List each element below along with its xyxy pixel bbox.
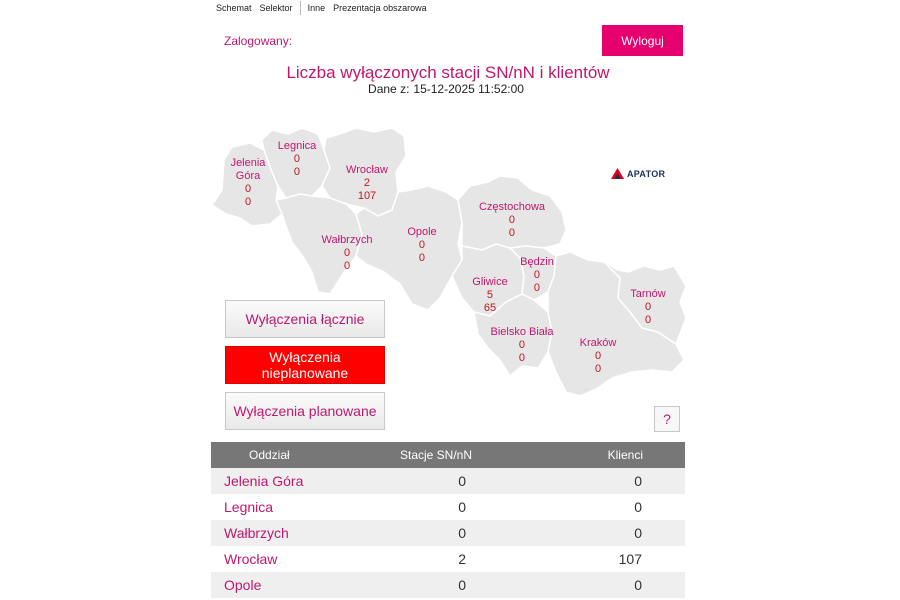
region-name: Wałbrzych [321,234,373,246]
region-stations: 0 [644,301,652,313]
cell-clients: 0 [634,473,642,489]
table-row[interactable] [211,494,685,520]
table-header [211,442,685,468]
menu-selektor[interactable]: Selektor [259,3,293,13]
cell-branch: Jelenia Góra [224,473,304,489]
page-title: Liczba wyłączonych stacji SN/nN i klientów [286,63,610,82]
region-clients: 0 [518,352,526,364]
data-timestamp-label: Dane z: [368,82,410,96]
apator-logo [611,168,665,179]
cell-stations: 0 [458,577,466,593]
region-name: Gliwice [472,276,508,288]
region-name: Wrocław [346,164,388,176]
column-header-oddzial: Oddział [249,448,290,462]
region-clients: 0 [244,196,252,208]
region-stations: 0 [343,247,351,259]
region-clients: 0 [418,252,426,264]
region-clients: 0 [644,314,652,326]
region-stations: 0 [244,183,252,195]
map-label-walbrzych [322,234,373,273]
region-stations: 0 [293,153,301,165]
cell-stations: 0 [458,473,466,489]
region-stations: 0 [533,269,541,281]
map-label-wroclaw [346,164,388,203]
logged-in-label: Zalogowany: [224,34,293,48]
region-name: Kraków [579,337,617,349]
region-name: Bielsko Biała [490,326,554,338]
logout-button[interactable]: Wyloguj [602,25,683,56]
data-timestamp-value: 15-12-2025 11:52:00 [413,82,524,96]
cell-clients: 0 [634,499,642,515]
table-row[interactable] [211,520,685,546]
map-label-bedzin [520,256,554,295]
region-clients: 0 [508,227,516,239]
help-button[interactable]: ? [654,406,680,432]
table-row[interactable] [211,468,685,494]
table-body [211,468,685,598]
apator-logo-text: APATOR [627,168,666,179]
table-row[interactable] [211,546,685,572]
region-stations: 0 [518,339,526,351]
menu-schemat[interactable]: Schemat [216,3,252,13]
region-stations: 2 [363,177,371,189]
region-clients: 0 [293,166,301,178]
cell-clients: 0 [634,577,642,593]
map-label-gliwice [472,276,507,315]
outage-table [211,442,685,598]
column-header-stacje: Stacje SN/nN [399,448,473,462]
cell-clients: 0 [634,525,642,541]
region-name: Jelenia Góra [230,157,266,182]
cell-stations: 0 [458,499,466,515]
map-label-krakow [580,337,617,376]
region-name: Tarnów [630,288,666,300]
unplanned-outages-button[interactable]: Wyłączenia nieplanowane [225,346,385,384]
cell-stations: 0 [458,525,466,541]
planned-outages-button[interactable]: Wyłączenia planowane [225,392,385,430]
menu-prezentacja-obszarowa[interactable]: Prezentacja obszarowa [333,3,427,13]
region-stations: 5 [486,289,494,301]
cell-branch: Wałbrzych [224,525,289,541]
region-name: Opole [407,226,437,238]
table-row[interactable] [211,572,685,598]
region-name: Będzin [520,256,554,268]
cell-branch: Wrocław [224,551,278,567]
map-label-legnica [278,140,317,179]
region-name: Częstochowa [478,201,546,213]
region-clients: 65 [483,302,497,314]
column-header-klienci: Klienci [607,448,643,462]
cell-branch: Opole [224,577,262,593]
total-outages-button[interactable]: Wyłączenia łącznie [225,300,385,338]
region-stations: 0 [418,239,426,251]
menu-inne[interactable]: Inne [307,3,326,13]
map-label-bielsko-biala [491,326,554,365]
map-label-tarnow [630,288,665,327]
map-label-opole [407,226,436,265]
map-label-jelenia-gora [226,157,270,209]
cell-branch: Legnica [224,499,274,515]
region-stations: 0 [594,350,602,362]
cell-stations: 2 [458,551,466,567]
region-name: Legnica [277,140,317,152]
cell-clients: 107 [618,551,642,567]
region-clients: 0 [594,363,602,375]
region-stations: 0 [508,214,516,226]
apator-logo-icon [611,168,624,179]
region-clients: 0 [343,260,351,272]
region-clients: 107 [357,190,377,202]
region-clients: 0 [533,282,541,294]
map-label-czestochowa [479,201,545,240]
